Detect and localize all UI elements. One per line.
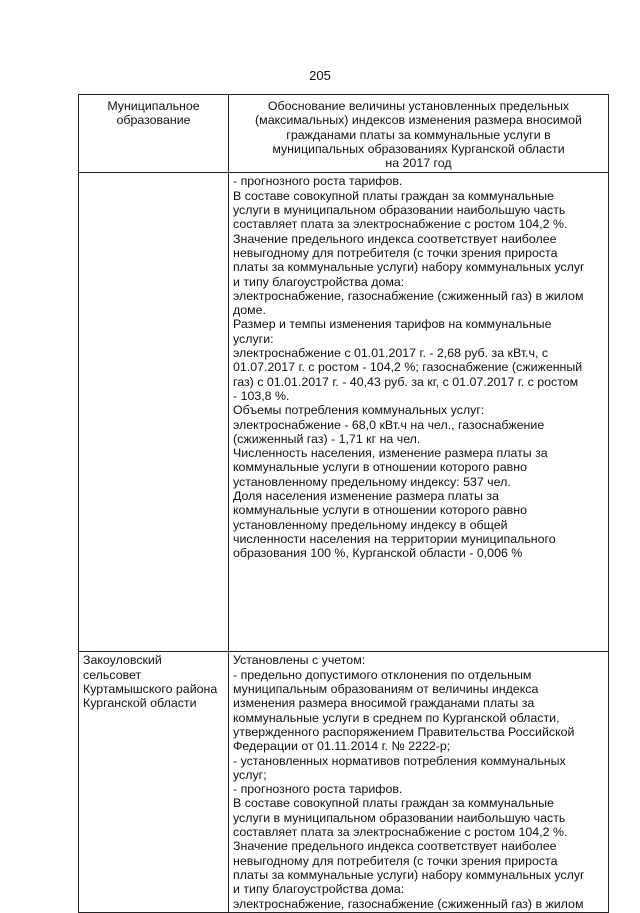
text-line: электроснабжение - 68,0 кВт.ч на чел., газоснабжение xyxy=(233,417,545,432)
municipality-line: Куртамышского района xyxy=(83,682,218,697)
text-line: 01.07.2017 г. с ростом - 104,2 %; газоснабжение (сжиженный xyxy=(233,360,583,375)
header-line: на 2017 год xyxy=(385,156,452,171)
header-line: Муниципальное xyxy=(107,99,200,113)
text-line: муниципальным образованиям от величины индекса xyxy=(233,682,539,697)
text-line: - прогнозного роста тарифов. xyxy=(233,782,403,797)
text-line: - прогнозного роста тарифов. xyxy=(233,174,403,189)
text-line: Федерации от 01.11.2014 г. № 2222-р; xyxy=(233,739,451,754)
text-line: Значение предельного индекса соответствует наиболее xyxy=(233,839,557,854)
header-line: гражданами платы за коммунальные услуги в xyxy=(286,127,551,142)
text-line: невыгодному для потребителя (с точки зрения прироста xyxy=(233,245,558,260)
text-line: Численность населения, изменение размера платы за xyxy=(233,446,548,461)
text-line: - установленных нормативов потребления коммунальных xyxy=(233,753,566,768)
text-line: услуги в муниципальном образовании наибольшую часть xyxy=(233,810,566,825)
text-line: утвержденного распоряжением Правительства Российской xyxy=(233,724,575,739)
text-line: электроснабжение с 01.01.2017 г. - 2,68 руб. за кВт.ч, с xyxy=(233,346,549,361)
tariff-index-table xyxy=(78,94,609,913)
municipality-cell xyxy=(79,173,229,652)
table-row xyxy=(79,173,609,652)
text-line: Установлены с учетом: xyxy=(233,653,366,668)
table-header-row xyxy=(79,95,609,173)
text-line: услуги в муниципальном образовании наибольшую часть xyxy=(233,203,566,218)
page-number: 205 xyxy=(309,68,331,83)
municipality-line: Курганской области xyxy=(83,696,197,711)
text-line: Объемы потребления коммунальных услуг: xyxy=(233,403,485,418)
text-line: газ) с 01.01.2017 г. - 40,43 руб. за кг, с 01.07.2017 г. с ростом xyxy=(233,374,579,389)
text-line: составляет плата за электроснабжение с ростом 104,2 %. xyxy=(233,217,568,232)
text-line: невыгодному для потребителя (с точки зрения прироста xyxy=(233,853,558,868)
text-line: и типу благоустройства дома: xyxy=(233,274,405,289)
text-line: электроснабжение, газоснабжение (сжиженный газ) в жилом xyxy=(233,288,584,303)
table-row xyxy=(79,652,609,912)
text-line: коммунальные услуги в отношении которого равно xyxy=(233,460,527,475)
justification-cell xyxy=(229,173,609,652)
header-line: Обоснование величины установленных предельных xyxy=(267,99,570,113)
header-line: муниципальных образованиях Курганской области xyxy=(272,141,565,156)
text-line: изменения размера вносимой гражданами платы за xyxy=(233,696,535,711)
text-line: и типу благоустройства дома: xyxy=(233,882,405,897)
text-line: Значение предельного индекса соответствует наиболее xyxy=(233,231,557,246)
header-justification xyxy=(229,95,609,173)
text-line: (сжиженный газ) - 1,71 кг на чел. xyxy=(233,431,421,446)
text-line: образования 100 %, Курганской области - 0,006 % xyxy=(233,546,523,561)
text-line: платы за коммунальные услуги) набору коммунальных услуг xyxy=(233,867,585,882)
municipality-line: Закоуловский xyxy=(83,653,162,668)
text-line: численности населения на территории муниципального xyxy=(233,531,556,546)
text-line: услуги: xyxy=(233,331,274,346)
text-line: Размер и темпы изменения тарифов на коммунальные xyxy=(233,317,552,332)
text-line: коммунальные услуги в среднем по Курганской области, xyxy=(233,710,560,725)
text-line: коммунальные услуги в отношении которого равно xyxy=(233,503,527,518)
text-line: установленному предельному индексу: 537 чел. xyxy=(233,474,511,489)
header-line: образование xyxy=(116,113,191,128)
text-line: В составе совокупной платы граждан за коммунальные xyxy=(233,796,554,811)
text-line: - 103,8 %. xyxy=(233,388,290,403)
text-line: составляет плата за электроснабжение с ростом 104,2 %. xyxy=(233,825,568,840)
text-line: электроснабжение, газоснабжение (сжиженный газ) в жилом xyxy=(233,896,584,911)
header-line: (максимальных) индексов изменения размера вносимой xyxy=(255,113,582,128)
text-line: платы за коммунальные услуги) набору коммунальных услуг xyxy=(233,260,585,275)
justification-cell xyxy=(229,652,609,912)
text-line: услуг; xyxy=(233,767,267,782)
text-line: В составе совокупной платы граждан за коммунальные xyxy=(233,188,554,203)
header-municipality xyxy=(79,95,229,173)
text-line: - предельно допустимого отклонения по отдельным xyxy=(233,667,532,682)
municipality-cell xyxy=(79,652,229,912)
text-line: установленному предельному индексу в общей xyxy=(233,517,508,532)
text-line: Доля населения изменение размера платы за xyxy=(233,489,499,504)
municipality-line: сельсовет xyxy=(83,667,142,682)
text-line: доме. xyxy=(233,303,266,318)
